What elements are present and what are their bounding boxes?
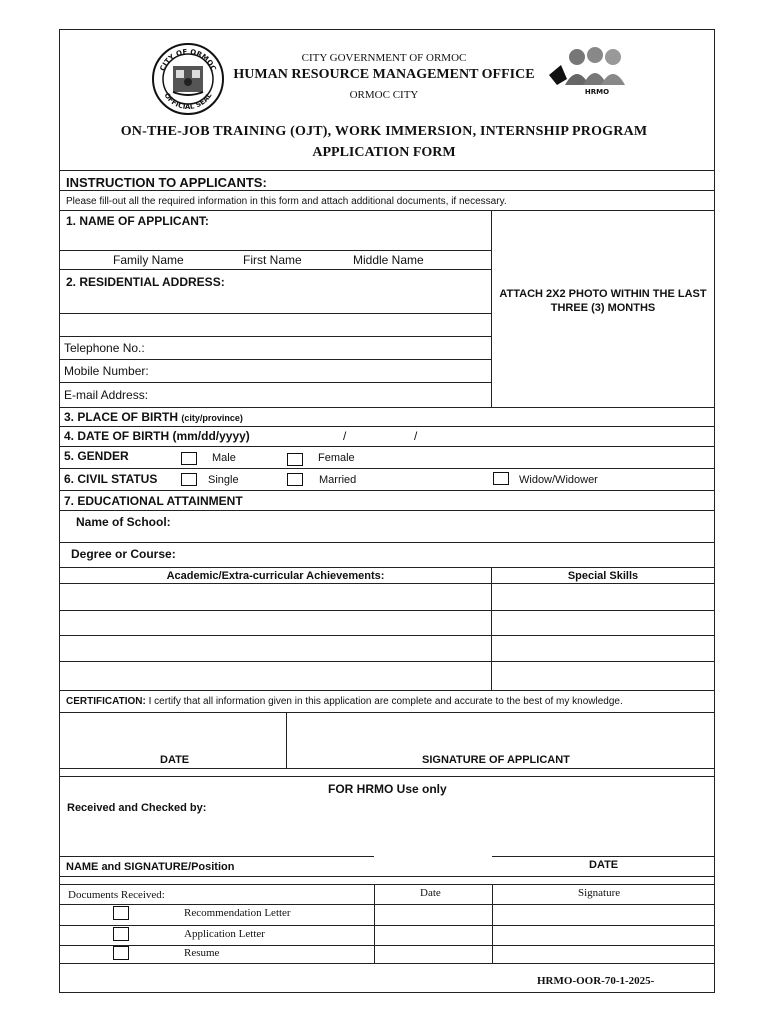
- degree-label: Degree or Course:: [71, 547, 176, 561]
- civil-status-label: 6. CIVIL STATUS: [64, 472, 158, 486]
- form-title: ON-THE-JOB TRAINING (OJT), WORK IMMERSION, INTERNSHIP PROGRAM: [120, 124, 648, 139]
- female-label: Female: [318, 452, 355, 464]
- middle-name-caption: Middle Name: [353, 253, 424, 267]
- telephone-label: Telephone No.:: [64, 341, 145, 355]
- gender-label: 5. GENDER: [64, 449, 129, 463]
- school-label: Name of School:: [76, 515, 171, 529]
- form-code: HRMO-OOR-70-1-2025-: [537, 975, 655, 987]
- achievements-header: Academic/Extra-curricular Achievements:: [166, 570, 385, 582]
- city-name: ORMOC CITY: [349, 89, 419, 101]
- address-input[interactable]: [66, 291, 486, 311]
- application-letter-checkbox[interactable]: [113, 927, 129, 941]
- skills-header: Special Skills: [567, 570, 639, 582]
- school-input[interactable]: [172, 514, 710, 538]
- date-of-birth-label: 4. DATE OF BIRTH (mm/dd/yyyy): [64, 429, 250, 443]
- place-of-birth-hint: (city/province): [181, 413, 243, 423]
- doc-item-recommendation-letter: Recommendation Letter: [184, 907, 291, 919]
- docs-date-header: Date: [420, 887, 441, 899]
- name-label: 1. NAME OF APPLICANT:: [66, 214, 209, 228]
- doc-item-application-letter: Application Letter: [184, 928, 265, 940]
- photo-instruction-line1: ATTACH 2X2 PHOTO WITHIN THE LAST: [499, 288, 707, 300]
- place-of-birth-input[interactable]: [250, 409, 710, 425]
- place-of-birth-text: 3. PLACE OF BIRTH: [64, 410, 179, 424]
- applicant-name-input[interactable]: [66, 230, 486, 248]
- documents-received-label: Documents Received:: [68, 889, 165, 901]
- received-checked-label: Received and Checked by:: [67, 802, 207, 814]
- widow-label: Widow/Widower: [519, 474, 598, 486]
- mobile-input[interactable]: [150, 362, 485, 380]
- married-label: Married: [319, 474, 357, 486]
- office-name: HUMAN RESOURCE MANAGEMENT OFFICE: [233, 67, 535, 82]
- photo-instruction-line2: THREE (3) MONTHS: [550, 302, 656, 314]
- cert-signature-label: SIGNATURE OF APPLICANT: [422, 754, 570, 766]
- docs-signature-header: Signature: [578, 887, 621, 899]
- svg-text:CITY OF ORMOC: CITY OF ORMOC: [158, 47, 218, 73]
- male-checkbox[interactable]: [181, 452, 197, 465]
- form-frame: [59, 29, 715, 993]
- dob-slash-2: /: [414, 429, 418, 443]
- svg-text:HRMO: HRMO: [584, 88, 610, 96]
- email-input[interactable]: [150, 386, 485, 404]
- hrmo-heading: FOR HRMO Use only: [328, 782, 447, 796]
- certification-text: I certify that all information given in this application are complete and accurate to the best of my knowledge.: [148, 696, 623, 707]
- name-signature-position-label: NAME and SIGNATURE/Position: [66, 861, 235, 873]
- doc-item-resume: Resume: [184, 947, 220, 959]
- single-checkbox[interactable]: [181, 473, 197, 486]
- email-label: E-mail Address:: [64, 388, 149, 402]
- married-checkbox[interactable]: [287, 473, 303, 486]
- male-label: Male: [212, 452, 236, 464]
- recommendation-letter-checkbox[interactable]: [113, 906, 129, 920]
- widow-checkbox[interactable]: [493, 472, 509, 485]
- mobile-label: Mobile Number:: [64, 364, 149, 378]
- telephone-input[interactable]: [150, 339, 485, 357]
- svg-text:OFFICIAL SEAL: OFFICIAL SEAL: [162, 91, 214, 112]
- single-label: Single: [208, 474, 239, 486]
- instruction-heading: INSTRUCTION TO APPLICANTS:: [66, 175, 267, 190]
- form-subtitle: APPLICATION FORM: [312, 145, 456, 160]
- certification-statement: [66, 696, 623, 707]
- place-of-birth-label: [64, 410, 243, 424]
- hrmo-date-label: DATE: [589, 859, 619, 871]
- female-checkbox[interactable]: [287, 453, 303, 466]
- cert-date-label: DATE: [160, 754, 190, 766]
- family-name-caption: Family Name: [113, 253, 184, 267]
- resume-checkbox[interactable]: [113, 946, 129, 960]
- education-label: 7. EDUCATIONAL ATTAINMENT: [64, 494, 243, 508]
- degree-input[interactable]: [178, 545, 710, 565]
- first-name-caption: First Name: [243, 253, 302, 267]
- dob-slash-1: /: [343, 429, 347, 443]
- certification-label: CERTIFICATION:: [66, 696, 146, 707]
- government-name: CITY GOVERNMENT OF ORMOC: [301, 52, 467, 64]
- address-label: 2. RESIDENTIAL ADDRESS:: [66, 275, 225, 289]
- instruction-text: Please fill-out all the required information in this form and attach additional documents, if necessary.: [66, 196, 507, 207]
- photo-instruction[interactable]: [492, 287, 714, 315]
- date-of-birth-input[interactable]: [262, 428, 710, 444]
